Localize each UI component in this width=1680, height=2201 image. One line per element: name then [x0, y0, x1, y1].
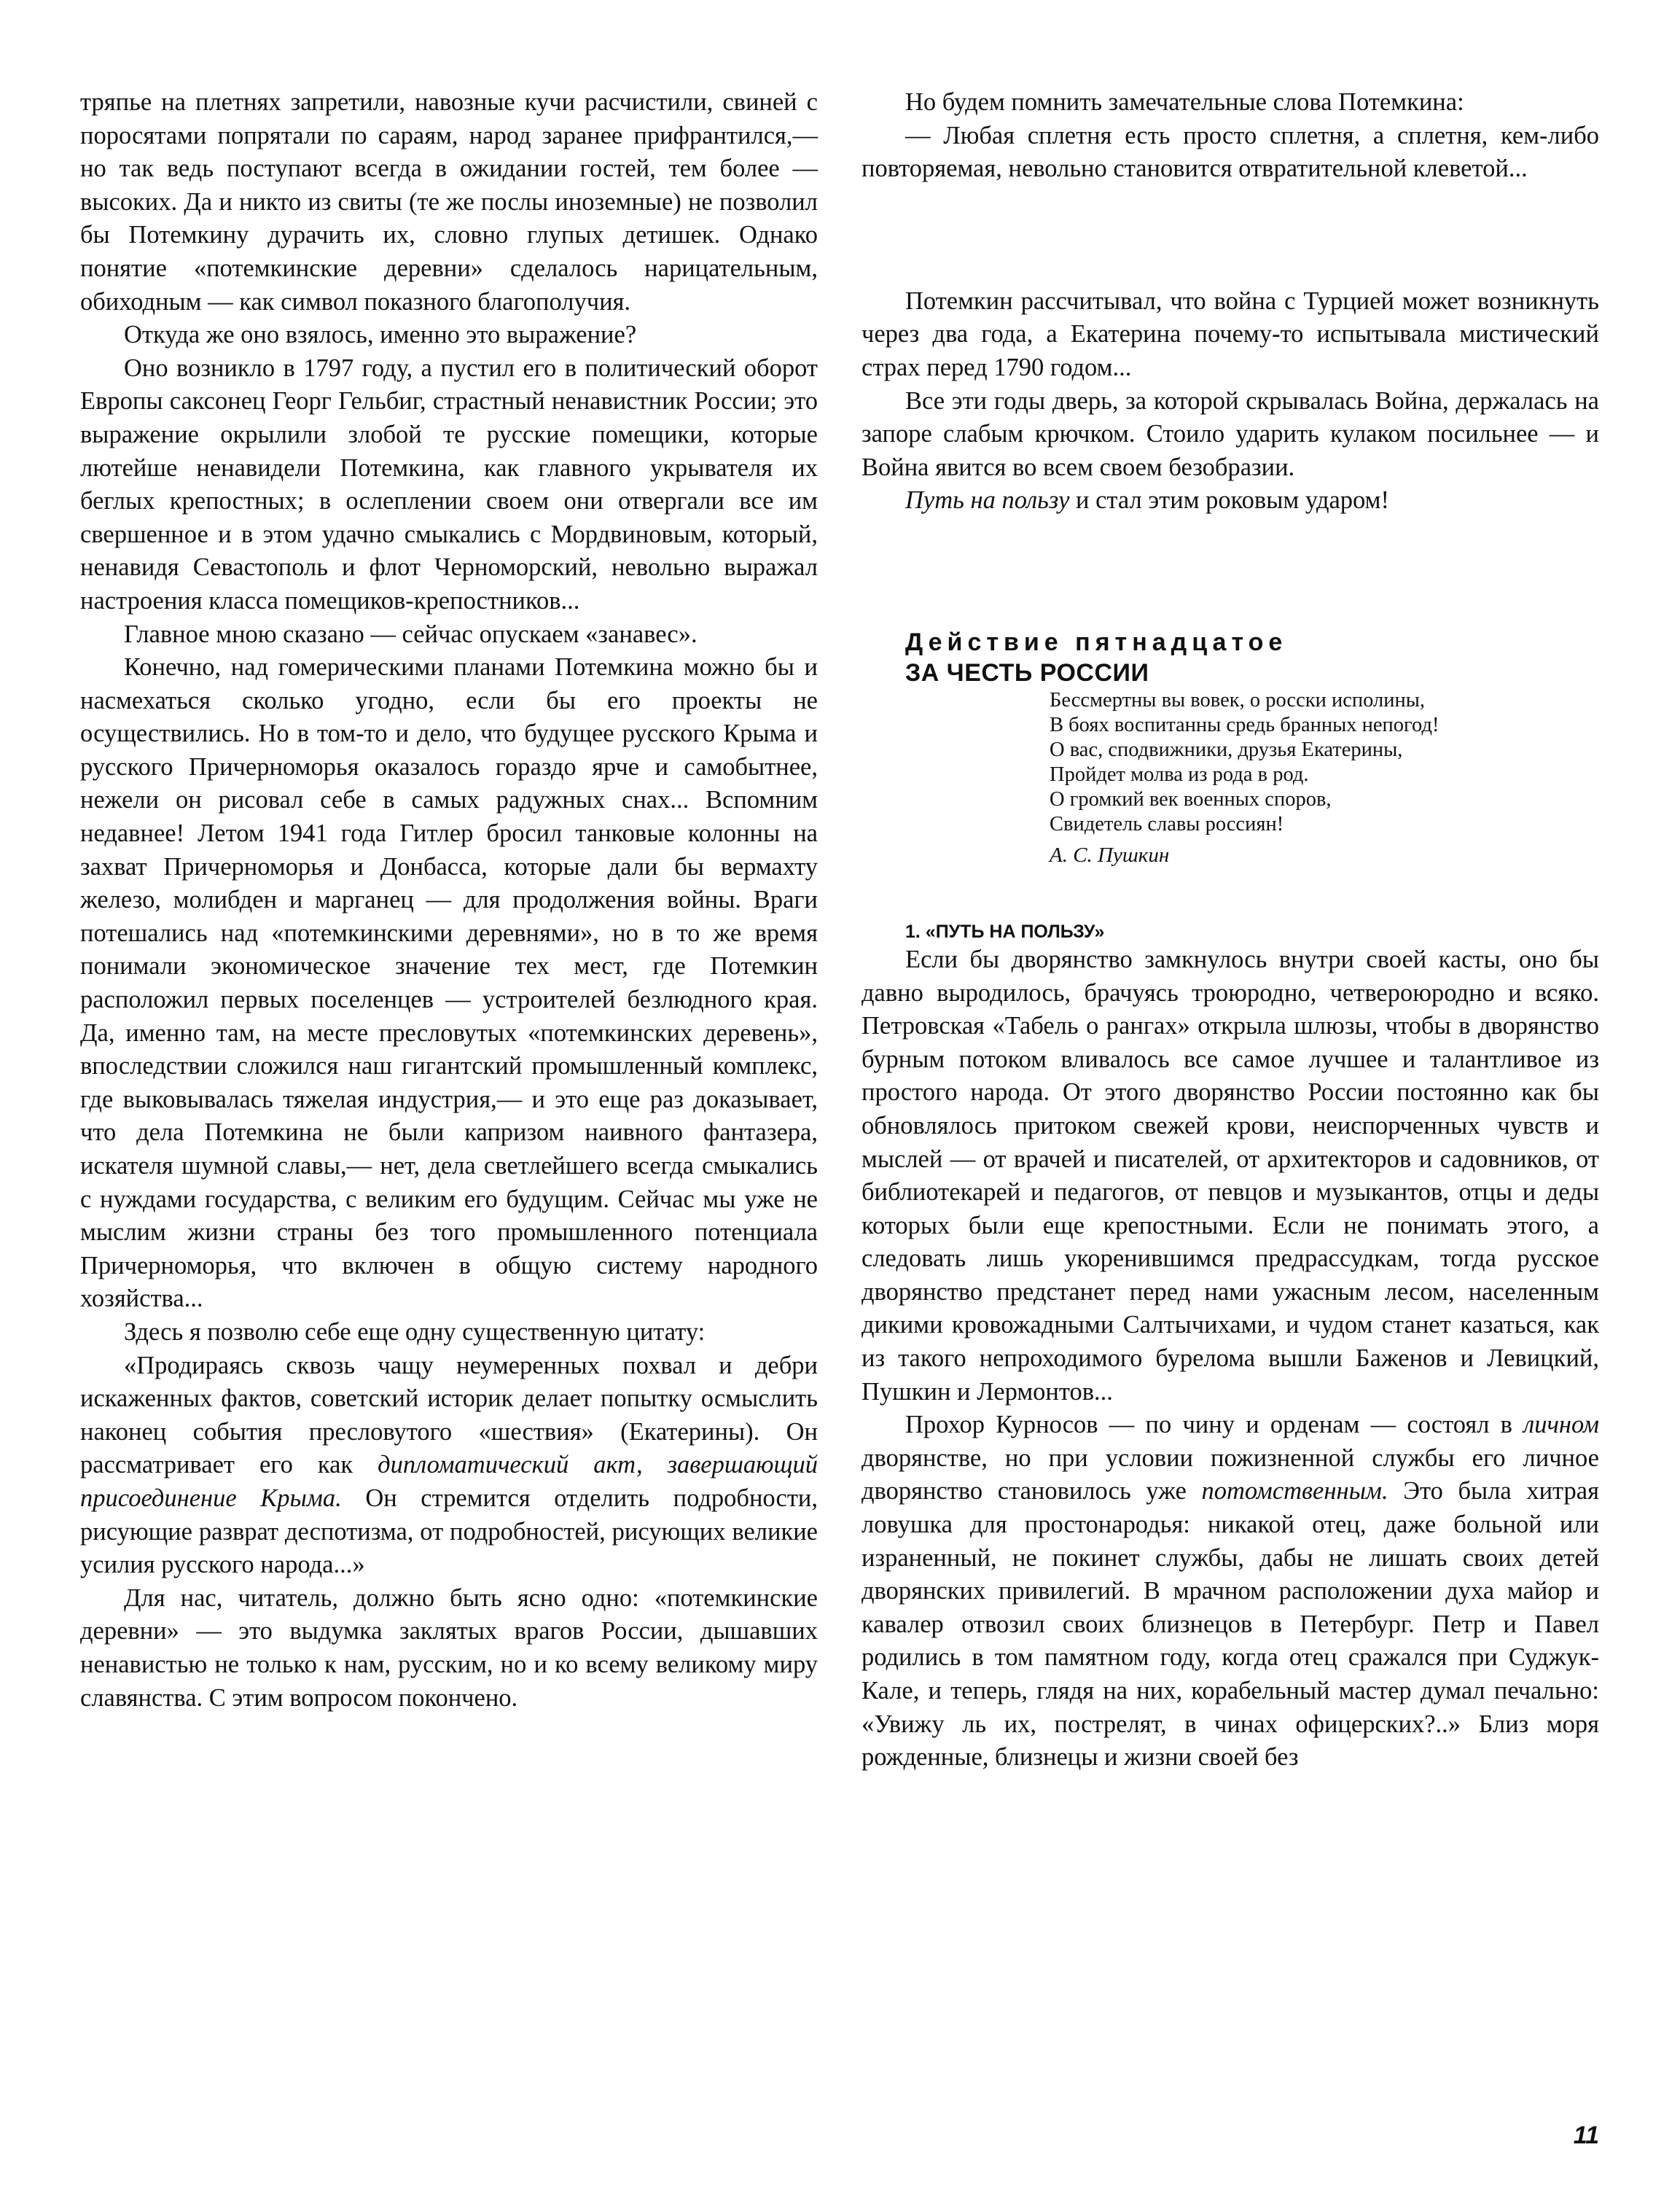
paragraph: Потемкин рассчитывал, что война с Турцией может возникнуть через два года, а Екатерина почему-то испытывала мистический страх перед 1790 годом... [862, 287, 1599, 381]
text-run: Он стремится отделить подробности, рисующие разврат деспотизма, от подробностей, рисующих великие усилия русского народа...» [80, 1484, 818, 1579]
italic-emphasis: личном [1523, 1411, 1599, 1439]
spacer [862, 868, 1599, 920]
italic-emphasis: Путь на пользу [905, 486, 1070, 515]
italic-emphasis: потомственным. [1201, 1477, 1388, 1505]
act-label: Действие пятнадцатое [905, 628, 1288, 656]
epigraph-line: Пройдет молва из рода в род. [1050, 763, 1309, 786]
spacer [862, 518, 1599, 627]
text-run: Прохор Курносов — по чину и орденам — состоял в [905, 1411, 1524, 1439]
text-run: и стал этим роковым ударом! [1069, 486, 1389, 515]
paragraph: Если бы дворянство замкнулось внутри своей касты, оно бы давно выродилось, брачуясь троюродно, четвероюродно и всяко. Петровская «Табель о рангах» открыла шлюзы, чтобы в дворянство бурным потоком вливалось все самое лучшее и талантливое из простого народа. От этого дворянство России постоянно как бы обновлялось притоком свежей крови, неиспорченных чувств и мыслей — от врачей и писателей, от архитекторов и садовников, от библиотекарей и педагогов, от певцов и музыкантов, отцы и деды которых были еще крепостными. Если не понимать этого, а следовать лишь укоренившимся предрассудкам, тогда русское дворянство предстанет перед нами ужасным лесом, населенным дикими кровожадными Салтычихами, и чудом станет казаться, как из такого непроходимого бурелома вышли Баженов и Левицкий, Пушкин и Лермонтов... [862, 945, 1599, 1406]
epigraph-line: О вас, сподвижники, друзья Екатерины, [1050, 738, 1403, 761]
text-run: «Продираясь сквозь чащу неумеренных похвал и дебри искаженных фактов, советский историк делает попытку осмыслить наконец события пресловутого «шествия» (Екатерины). Он рассматривает его как [80, 1351, 818, 1479]
paragraph: тряпье на плетнях запретили, навозные кучи расчистили, свиней с поросятами попрятали по сараям, народ заранее прифрантился,— но так ведь поступают всегда в ожидании гостей, тем более — высоких. Да и никто из свиты (те же послы иноземные) не позволил бы Потемкину дурачить их, словно глупых детишек. Однако понятие «потемкинские деревни» сделалось нарицательным, обиходным — как символ показного благополучия. [80, 88, 818, 316]
epigraph-line: Бессмертны вы вовек, о росски исполины, [1050, 688, 1425, 712]
paragraph: Но будем помнить замечательные слова Потемкина: [905, 88, 1464, 116]
paragraph: Для нас, читатель, должно быть ясно одно: «потемкинские деревни» — это выдумка заклятых врагов России, дышавших ненавистью не только к нам, русским, но и ко всему великому миру славянства. С этим вопросом покончено. [80, 1583, 818, 1712]
epigraph-line: В боях воспитанны средь бранных непогод! [1050, 713, 1439, 736]
paragraph [862, 484, 1599, 518]
epigraph-line: Свидетель славы россиян! [1050, 812, 1284, 835]
paragraph: — Любая сплетня есть просто сплетня, а сплетня, кем-либо повторяемая, невольно становится отвратительной клеветой... [862, 121, 1599, 183]
text-run: Это была хитрая ловушка для простонародья: никакой отец, даже больной или израненный, не покинет службы, дабы не лишать своих детей дворянских привилегий. В мрачном расположении духа майор и кавалер отвозил своих близнецов в Петербург. Петр и Павел родились в том памятном году, когда отец сражался при Суджук-Кале, и теперь, глядя на них, корабельный мастер думал печально: «Увижу ль их, пострелят, в чинах офицерских?..» Близ моря рожденные, близнецы и жизни своей без [862, 1477, 1599, 1772]
paragraph: Откуда же оно взялось, именно это выражение? [124, 321, 637, 349]
page-number: 11 [1573, 2122, 1599, 2149]
paragraph: Конечно, над гомерическими планами Потемкина можно бы и насмехаться сколько угодно, если бы его проекты не осуществились. Но в том-то и дело, что будущее русского Крыма и русского Причерноморья оказалось гораздо ярче и самобытнее, нежели он рисовал себе в самых радужных снах... Вспомним недавнее! Летом 1941 года Гитлер бросил танковые колонны на захват Причерноморья и Донбасса, которые дали бы вермахту железо, молибден и марганец — для продолжения войны. Враги потешались над «потемкинскими деревнями», но в то же время понимали экономическое значение тех мест, где Потемкин расположил первых поселенцев — устроителей безлюдного края. Да, именно там, на месте пресловутых «потемкинских деревень», впоследствии сложился наш гигантский промышленный комплекс, где выковывалась тяжелая индустрия,— и это еще раз доказывает, что дела Потемкина не были капризом наивного фантазера, искателя шумной славы,— нет, дела светлейшего всегда смыкались с нуждами государства, с великим его будущим. Сейчас мы уже не мыслим жизни страны без того промышленного потенциала Причерноморья, что включен в общую систему народного хозяйства... [80, 653, 818, 1313]
paragraph: Главное мною сказано — сейчас опускаем «занавес». [124, 620, 698, 648]
left-column [80, 86, 818, 1715]
paragraph: Здесь я позволю себе еще одну существенную цитату: [124, 1317, 706, 1346]
quote-paragraph [80, 1349, 818, 1582]
epigraph-author: А. С. Пушкин [1050, 843, 1170, 867]
epigraph [1050, 688, 1599, 868]
act-title: ЗА ЧЕСТЬ РОССИИ [905, 658, 1149, 687]
italic-emphasis: дипломатический акт, завершающий присоединение Крыма. [80, 1451, 818, 1512]
spacer [862, 186, 1599, 285]
epigraph-line: О громкий век военных споров, [1050, 787, 1332, 811]
right-column [862, 86, 1599, 1775]
paragraph: Все эти годы дверь, за которой скрывалась Война, держалась на запоре слабым крючком. Стоило ударить кулаком посильнее — и Война явится во всем своем безобразии. [862, 386, 1599, 481]
paragraph [862, 1409, 1599, 1775]
paragraph: Оно возникло в 1797 году, а пустил его в политический оборот Европы саксонец Георг Гельбиг, страстный ненавистник России; это выражение окрылили злобой те русские помещики, которые лютейше ненавидели Потемкина, как главного укрывателя их беглых крепостных; в ослеплении своем они отвергали все им свершенное и в этом удачно смыкались с Мордвиновым, который, ненавидя Севастополь и флот Черноморский, невольно выражал настроения класса помещиков-крепостников... [80, 354, 818, 615]
section-subheading: 1. «ПУТЬ НА ПОЛЬЗУ» [905, 921, 1105, 942]
text-run: дворянстве, но при условии пожизненной службы его личное дворянство становилось уже [862, 1444, 1599, 1505]
